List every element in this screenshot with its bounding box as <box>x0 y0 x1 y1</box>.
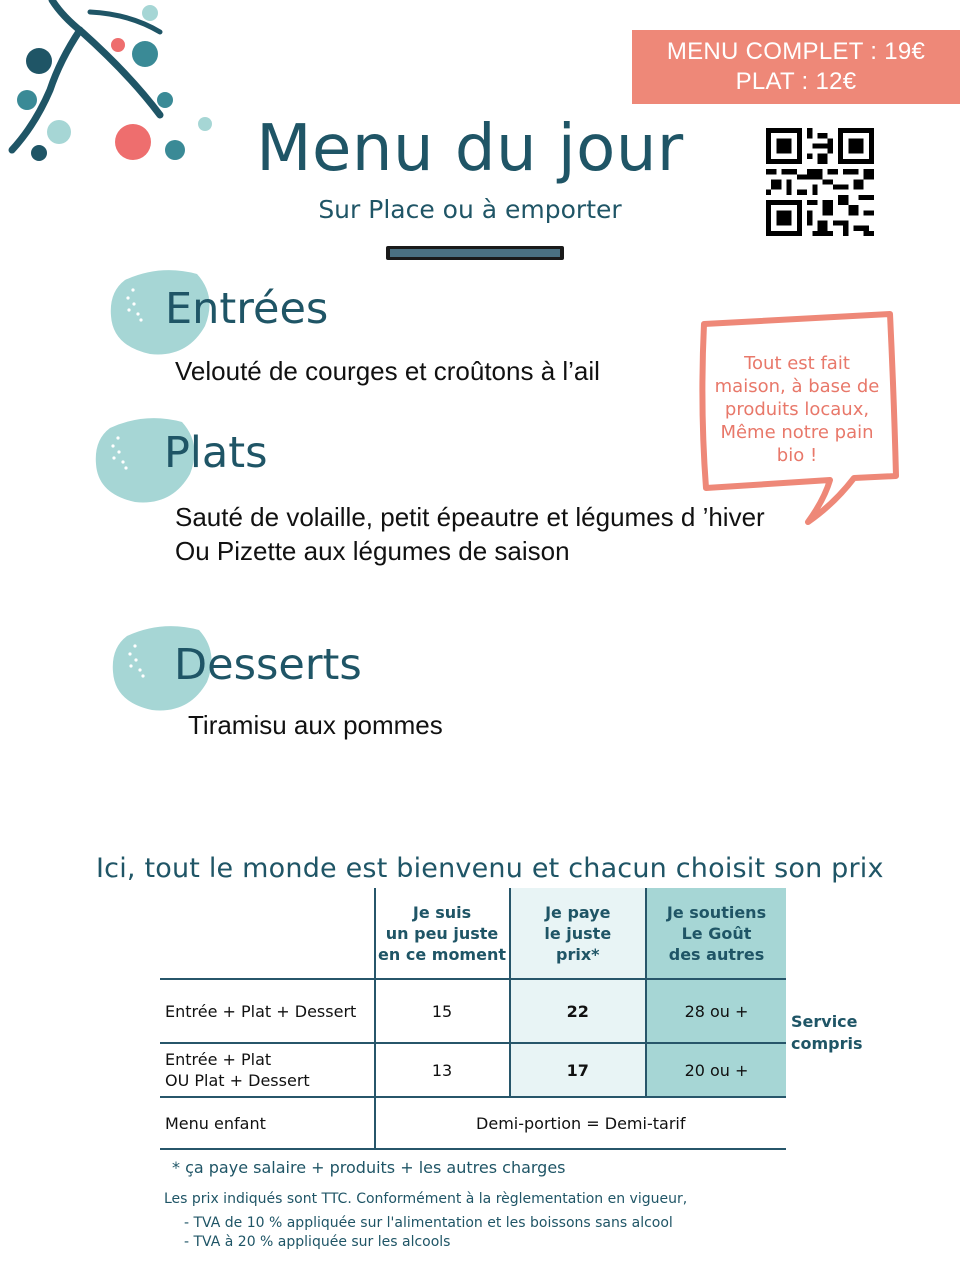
row-label: Entrée + Plat + Dessert <box>160 979 375 1043</box>
price-cell-fair: 17 <box>510 1043 646 1097</box>
header-tier-low: Je suis un peu juste en ce moment <box>375 888 510 979</box>
footnote-tva <box>184 1214 673 1252</box>
title-divider <box>386 246 564 260</box>
tagline: Ici, tout le monde est bienvenu et chacun choisit son prix <box>96 853 884 884</box>
child-price-cell: Demi-portion = Demi-tarif <box>375 1097 786 1149</box>
page-subtitle: Sur Place ou à emporter <box>318 195 622 224</box>
footnote-tva-20: - TVA à 20 % appliquée sur les alcools <box>184 1234 451 1250</box>
price-cell-low: 13 <box>375 1043 510 1097</box>
price-main-dish: PLAT : 12€ <box>735 68 857 95</box>
section-title-desserts: Desserts <box>174 640 362 690</box>
footnote-tva-10: - TVA de 10 % appliquée sur l'alimentation et les boissons sans alcool <box>184 1215 673 1231</box>
table-row <box>160 1097 786 1149</box>
row-label: Menu enfant <box>160 1097 375 1149</box>
qr-code-icon[interactable] <box>766 128 874 236</box>
service-included-note: Service compris <box>791 1012 863 1053</box>
section-title-entrees: Entrées <box>165 284 329 334</box>
pricing-table <box>160 888 786 1150</box>
price-complete-menu: MENU COMPLET : 19€ <box>666 38 926 65</box>
header-empty-cell <box>160 888 375 979</box>
row-label: Entrée + Plat OU Plat + Dessert <box>160 1043 375 1097</box>
footnote-star: * ça paye salaire + produits + les autres charges <box>172 1158 566 1177</box>
menu-item-plat: Sauté de volaille, petit épeautre et légumes d ’hiver <box>175 502 765 532</box>
price-cell-fair: 22 <box>510 979 646 1043</box>
price-cell-low: 15 <box>375 979 510 1043</box>
menu-item-dessert: Tiramisu aux pommes <box>188 710 443 740</box>
footnote-legal: Les prix indiqués sont TTC. Conformément à la règlementation en vigueur, <box>164 1191 688 1207</box>
menu-item-entree: Velouté de courges et croûtons à l’ail <box>175 356 600 386</box>
header-tier-support: Je soutiens Le Goût des autres <box>646 888 786 979</box>
table-row <box>160 979 786 1043</box>
speech-bubble-text: Tout est fait maison, à base de produits locaux, Même notre pain bio ! <box>714 353 880 466</box>
section-title-plats: Plats <box>164 428 268 478</box>
price-badge <box>632 30 960 104</box>
price-cell-support: 20 ou + <box>646 1043 786 1097</box>
header-tier-fair: Je paye le juste prix* <box>510 888 646 979</box>
page-title: Menu du jour <box>256 112 684 186</box>
menu-item-plat-alt: Ou Pizette aux légumes de saison <box>175 536 570 566</box>
price-cell-support: 28 ou + <box>646 979 786 1043</box>
table-row <box>160 1043 786 1097</box>
